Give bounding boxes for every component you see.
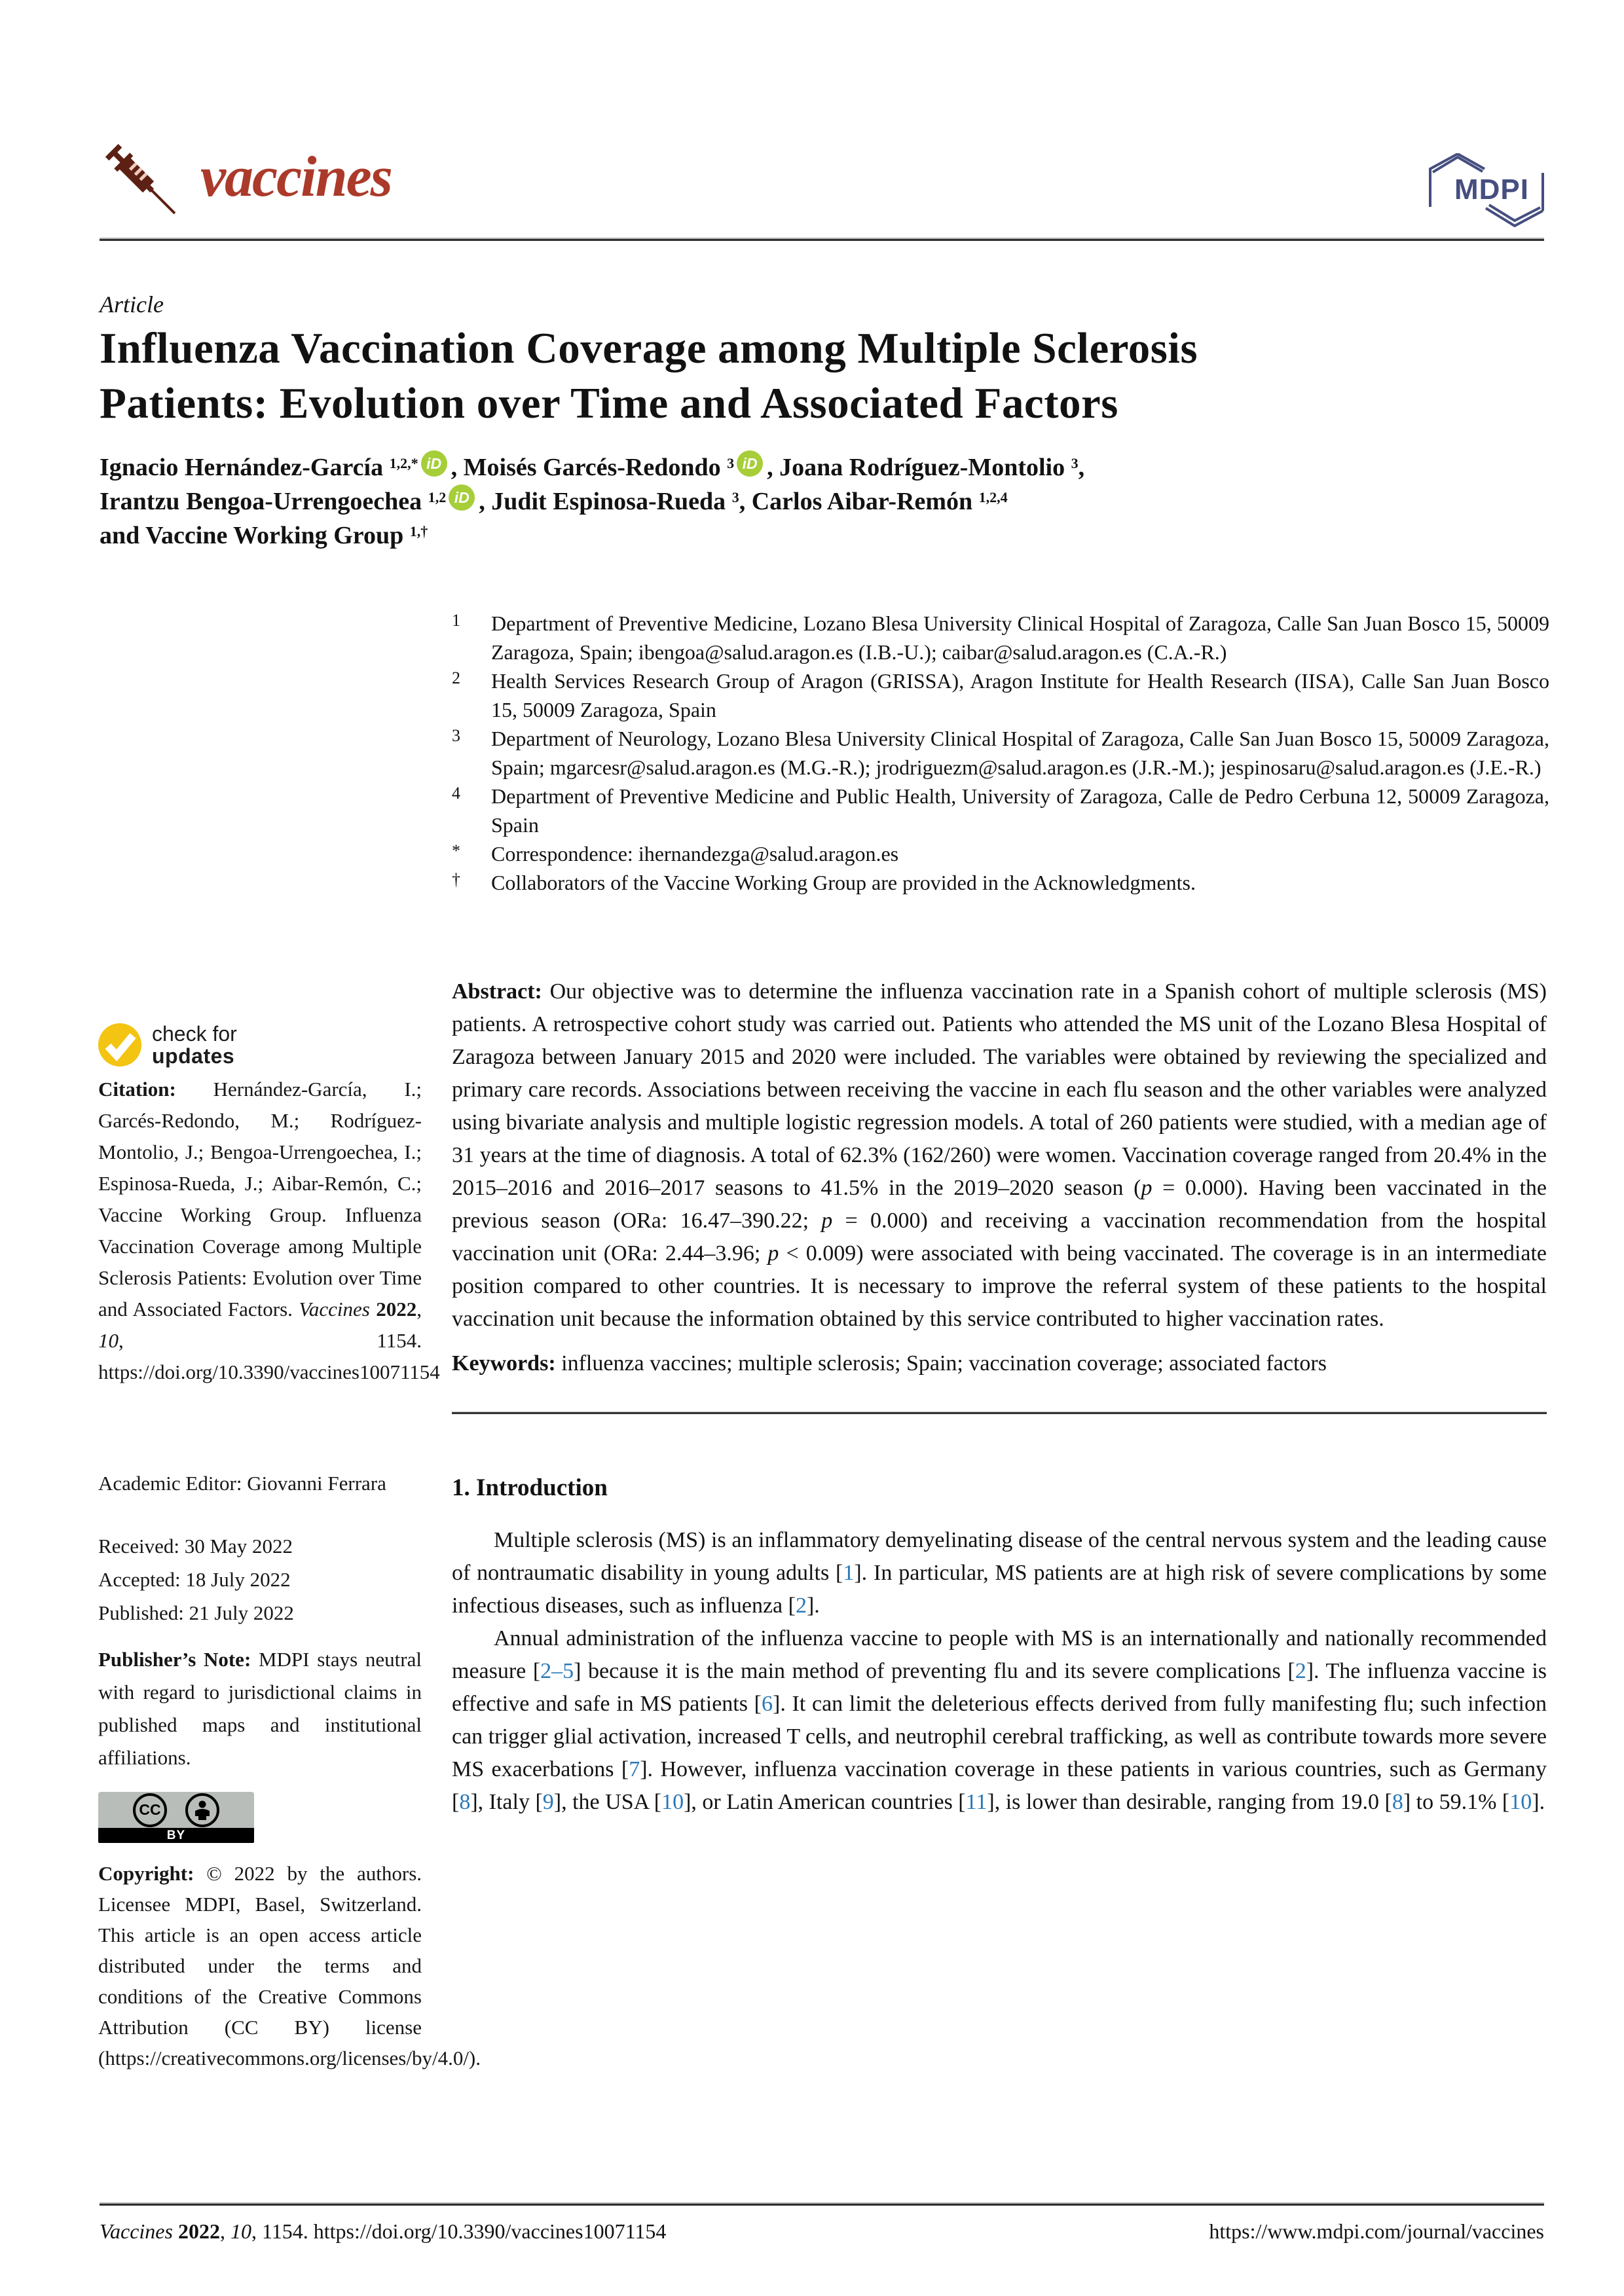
italic-text: p — [1141, 1176, 1153, 1200]
affiliation-item — [452, 724, 1549, 782]
cc-by-license-badge[interactable] — [98, 1792, 254, 1843]
affiliation-text: Collaborators of the Vaccine Working Group are provided in the Acknowledgments. — [491, 871, 1196, 894]
text-run: © 2022 by the authors. Licensee MDPI, Basel, Switzerland. This article is an open access article distributed under the terms and conditions of the Creative Commons Attribution (CC BY) license (https://creativecommons.org/licenses/by/4.0/). — [98, 1862, 481, 2069]
reference-link[interactable]: 2 — [795, 1594, 807, 1618]
text-run: ]. In particular, MS patients are at high risk of severe complications by some infectious diseases, such as influenza [ — [452, 1561, 1547, 1618]
dates-block — [98, 1529, 422, 1630]
affiliation-marker: * — [452, 841, 460, 860]
italic-text: Vaccines — [100, 2219, 178, 2243]
author-superscript: 3 — [731, 488, 739, 505]
bold-text: Citation: — [98, 1078, 213, 1101]
text-run: and Vaccine Working Group — [100, 522, 410, 549]
text-run: , 1154. https://doi.org/10.3390/vaccines10071154 — [251, 2219, 667, 2243]
italic-text: Vaccines — [299, 1298, 377, 1321]
reference-link[interactable]: 8 — [1392, 1790, 1403, 1814]
affiliation-item — [452, 782, 1549, 839]
text-run: ]. — [806, 1594, 820, 1618]
reference-link[interactable]: 6 — [762, 1692, 773, 1716]
affiliation-text: Health Services Research Group of Aragon (GRISSA), Aragon Institute for Health Research (IISA), Calle San Juan Bosco 15, 50009 Zaragoza, Spain — [491, 669, 1549, 721]
copyright-block — [98, 1858, 481, 2073]
publishers-note — [98, 1643, 422, 1774]
keywords — [452, 1347, 1547, 1380]
text-run: Hernández-García, I.; Garcés-Redondo, M.; Rodríguez-Montolio, J.; Bengoa-Urrengoechea, I.; Espinosa-Rueda, J.; Aibar-Remón, C.; Vaccine Working Group. Influenza Vaccination Coverage among Multiple Sclerosis Patients: Evolution over Time and Associated Factors. — [98, 1078, 422, 1321]
reference-link[interactable]: 11 — [965, 1790, 987, 1814]
text-run: Multiple sclerosis (MS) is an inflammatory demyelinating disease of the central nervous system and the leading cause of nontraumatic disability in young adults [ — [452, 1528, 1547, 1585]
affiliation-marker: 4 — [452, 784, 460, 803]
title-line1: Influenza Vaccination Coverage among Multiple Sclerosis — [100, 324, 1198, 373]
header-divider — [100, 238, 1544, 241]
abstract — [452, 975, 1547, 1336]
keywords-divider — [452, 1412, 1547, 1414]
journal-name: vaccines — [200, 145, 392, 209]
affiliation-item — [452, 609, 1549, 666]
received-date: Received: 30 May 2022 — [98, 1535, 293, 1558]
intro-paragraph-1 — [452, 1524, 1547, 1622]
section-heading-introduction: 1. Introduction — [452, 1474, 608, 1501]
text-run: , — [416, 1298, 422, 1321]
cc-by-label: BY — [98, 1828, 254, 1843]
academic-editor: Academic Editor: Giovanni Ferrara — [98, 1472, 386, 1495]
bold-text: Abstract: — [452, 979, 550, 1004]
text-run: , Judit Espinosa-Rueda — [479, 488, 732, 515]
author-superscript: 3 — [1071, 454, 1079, 471]
reference-link[interactable]: 2 — [1295, 1659, 1306, 1683]
journal-logo — [100, 137, 191, 230]
text-run: ]. However, influenza vaccination coverage in these patients in various countries, such as Germany [ — [452, 1757, 1547, 1814]
authors-block — [100, 450, 1566, 553]
text-run: Irantzu Bengoa-Urrengoechea — [100, 488, 428, 515]
text-run: ] to 59.1% [ — [1403, 1790, 1510, 1814]
author-superscript: 3 — [727, 454, 735, 471]
text-run: , Moisés Garcés-Redondo — [451, 454, 728, 481]
footer-journal-url: https://www.mdpi.com/journal/vaccines — [1209, 2219, 1544, 2243]
check-updates-line1: check for — [152, 1022, 237, 1046]
bold-text: Keywords: — [452, 1351, 562, 1376]
bold-text: Publisher’s Note: — [98, 1648, 259, 1671]
affiliation-item — [452, 868, 1549, 897]
affiliations-list — [452, 609, 1549, 897]
italic-text: p — [821, 1209, 833, 1233]
text-run: , Carlos Aibar-Remón — [739, 488, 979, 515]
cc-icon: CC — [133, 1793, 167, 1827]
reference-link[interactable]: 8 — [459, 1790, 471, 1814]
affiliation-marker: 3 — [452, 726, 460, 745]
article-type-label: Article — [100, 291, 164, 318]
author-line — [100, 450, 1566, 484]
italic-text: 10 — [230, 2219, 251, 2243]
intro-paragraph-2 — [452, 1622, 1547, 1819]
text-run: Annual administration of the influenza vaccine to people with MS is an internationally and nationally recommended measure [ — [452, 1626, 1547, 1683]
affiliation-marker: 2 — [452, 668, 460, 687]
italic-text: 10 — [98, 1329, 119, 1352]
affiliation-text: Department of Preventive Medicine and Public Health, University of Zaragoza, Calle de Pedro Cerbuna 12, 50009 Zaragoza, Spain — [491, 784, 1549, 837]
text-run: ], Italy [ — [470, 1790, 543, 1814]
footer — [100, 2219, 1544, 2244]
orcid-icon[interactable]: iD — [421, 450, 447, 477]
affiliation-item — [452, 839, 1549, 868]
reference-link[interactable]: 1 — [843, 1561, 855, 1585]
check-for-updates-badge[interactable] — [98, 1023, 237, 1067]
bold-text: Copyright: — [98, 1862, 207, 1885]
affiliation-text: Correspondence: ihernandezga@salud.aragon.es — [491, 842, 899, 866]
text-run: < 0.009) were associated with being vaccinated. The coverage is in an intermediate position compared to other countries. It is necessary to improve the referral system of these patients to the hospital vaccination unit because the information obtained by this service contributed to higher vaccination rates. — [452, 1241, 1547, 1331]
text-run: Ignacio Hernández-García — [100, 454, 390, 481]
author-superscript: 1,2,* — [389, 454, 418, 471]
orcid-icon[interactable]: iD — [449, 484, 475, 511]
text-run: ] because it is the main method of preventing flu and its severe complications [ — [574, 1659, 1295, 1683]
italic-text: p — [767, 1241, 779, 1266]
citation-block — [98, 1074, 440, 1388]
text-run: = 0.000). Having been vaccinated in the previous season (ORa: 16.47–390.22; — [452, 1176, 1547, 1233]
author-superscript: 1,2,4 — [978, 488, 1008, 505]
mdpi-logo — [1429, 153, 1544, 227]
text-run: , 1154. https://doi.org/10.3390/vaccines10071154 — [98, 1329, 440, 1383]
text-run: , Joana Rodríguez-Montolio — [767, 454, 1071, 481]
published-date: Published: 21 July 2022 — [98, 1601, 294, 1624]
title-line2: Patients: Evolution over Time and Associated Factors — [100, 379, 1118, 428]
syringe-icon — [100, 137, 191, 230]
text-run: MDPI stays neutral with regard to jurisdictional claims in published maps and institutional affiliations. — [98, 1648, 422, 1769]
affiliation-item — [452, 666, 1549, 724]
affiliation-marker: 1 — [452, 611, 460, 630]
author-superscript: 1,2 — [428, 488, 447, 505]
affiliation-text: Department of Neurology, Lozano Blesa University Clinical Hospital of Zaragoza, Calle San Juan Bosco 15, 50009 Zaragoza, Spain; mgarcesr@salud.aragon.es (M.G.-R.); jrodriguezm@salud.aragon.es (J.R.-M.); jespinosaru@salud.aragon.es (J.E.-R.) — [491, 727, 1549, 779]
affiliation-marker: † — [452, 870, 460, 889]
check-updates-line2: updates — [152, 1044, 235, 1068]
reference-link[interactable]: 10 — [661, 1790, 684, 1814]
text-run: ]. It can limit the deleterious effects derived from fully manifesting flu; such infection can trigger glial activation, increased T cells, and neutrophil cerebral trafficking, as well as contribute towards more severe MS exacerbations [ — [452, 1692, 1547, 1781]
text-run: , — [219, 2219, 231, 2243]
text-run: ], or Latin American countries [ — [684, 1790, 966, 1814]
check-icon — [98, 1023, 141, 1066]
reference-link[interactable]: 7 — [629, 1757, 640, 1781]
text-run: ]. The influenza vaccine is effective and safe in MS patients [ — [452, 1659, 1547, 1716]
text-run: = 0.000) and receiving a vaccination recommendation from the hospital vaccination unit (ORa: 2.44–3.96; — [452, 1209, 1547, 1266]
bold-text: 2022 — [177, 2219, 220, 2243]
reference-link[interactable]: 10 — [1509, 1790, 1532, 1814]
person-icon — [185, 1793, 219, 1827]
text-run: influenza vaccines; multiple sclerosis; Spain; vaccination coverage; associated factors — [561, 1351, 1327, 1376]
affiliation-text: Department of Preventive Medicine, Lozano Blesa University Clinical Hospital of Zaragoza, Calle San Juan Bosco 15, 50009 Zaragoza, Spain; ibengoa@salud.aragon.es (I.B.-U.); caibar@salud.aragon.es (C.A.-R.) — [491, 611, 1549, 664]
text-run: ], is lower than desirable, ranging from 19.0 [ — [987, 1790, 1392, 1814]
text-run: , — [1078, 454, 1085, 481]
mdpi-logo-text: MDPI — [1454, 173, 1529, 206]
reference-link[interactable]: 9 — [542, 1790, 554, 1814]
footer-citation — [100, 2219, 666, 2244]
author-superscript: 1,† — [409, 522, 428, 539]
text-run: ], the USA [ — [553, 1790, 662, 1814]
text-run: ]. — [1532, 1790, 1545, 1814]
accepted-date: Accepted: 18 July 2022 — [98, 1568, 291, 1591]
author-line — [100, 484, 1566, 519]
footer-divider — [100, 2202, 1544, 2206]
main-column — [452, 975, 1547, 1819]
orcid-icon[interactable]: iD — [737, 450, 763, 477]
reference-link[interactable]: 2–5 — [540, 1659, 574, 1683]
page-title — [100, 321, 1566, 431]
author-line — [100, 519, 1566, 553]
bold-text: 2022 — [376, 1298, 417, 1321]
text-run: Our objective was to determine the influenza vaccination rate in a Spanish cohort of multiple sclerosis (MS) patients. A retrospective cohort study was carried out. Patients who attended the MS unit of the Lozano Blesa Hospital of Zaragoza between January 2015 and 2020 were included. The variables were obtained by reviewing the specialized and primary care records. Associations between receiving the vaccine in each flu season and the other variables were analyzed using bivariate analysis and multiple logistic regression models. A total of 260 patients were studied, with a median age of 31 years at the time of diagnosis. A total of 62.3% (162/260) were women. Vaccination coverage ranged from 20.4% in the 2015–2016 and 2016–2017 seasons to 41.5% in the 2019–2020 season ( — [452, 979, 1547, 1200]
